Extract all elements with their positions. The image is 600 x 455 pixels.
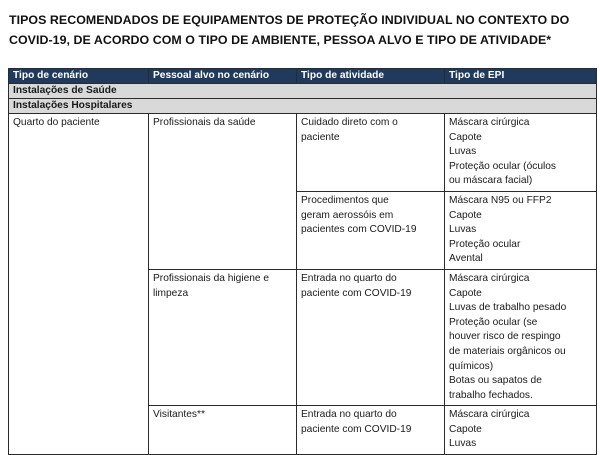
scenario-cell: [9, 114, 149, 455]
epi-line: Avental: [449, 253, 483, 265]
target-line: Profissionais da higiene e: [153, 272, 270, 284]
header-pessoal-alvo: Pessoal alvo no cenário: [149, 69, 297, 84]
epi-cell: [445, 114, 597, 192]
activity-cell: [297, 269, 445, 405]
epi-line: Capote: [449, 287, 482, 299]
activity-line: paciente com COVID-19: [301, 423, 412, 435]
section-label-instalacoes-saude: Instalações de Saúde: [9, 84, 597, 99]
table-header-row: [9, 69, 597, 84]
epi-line: Capote: [449, 423, 482, 435]
epi-cell: [445, 269, 597, 405]
activity-line: paciente: [301, 131, 340, 143]
activity-line: Entrada no quarto do: [301, 272, 397, 284]
epi-line: Capote: [449, 131, 482, 143]
epi-line: de materiais orgânicos ou: [449, 345, 566, 357]
activity-line: Entrada no quarto do: [301, 409, 397, 421]
activity-line: paciente com COVID-19: [301, 287, 412, 299]
epi-line: Proteção ocular (óculos: [449, 160, 557, 172]
table-row: [9, 114, 597, 192]
epi-cell: [445, 406, 597, 455]
epi-line: houver risco de respingo: [449, 331, 561, 343]
target-cell: [149, 269, 297, 405]
activity-line: geram aerossóis em: [301, 209, 394, 221]
title-line-2: COVID-19, DE ACORDO COM O TIPO DE AMBIENTE, PESSOA ALVO E TIPO DE ATIVIDADE*: [9, 33, 552, 47]
page-title: [9, 10, 595, 50]
activity-cell: [297, 406, 445, 455]
title-line-1: TIPOS RECOMENDADOS DE EQUIPAMENTOS DE PROTEÇÃO INDIVIDUAL NO CONTEXTO DO: [9, 13, 570, 27]
epi-line: Luvas de trabalho pesado: [449, 302, 567, 314]
target-line: limpeza: [153, 287, 189, 299]
section-label-instalacoes-hospitalares: Instalações Hospitalares: [9, 99, 597, 114]
epi-line: Botas ou sapatos de: [449, 375, 542, 387]
epi-line: Máscara N95 ou FFP2: [449, 194, 552, 206]
target-cell: [149, 114, 297, 270]
epi-table: [8, 68, 597, 455]
target-line: Profissionais da saúde: [153, 117, 256, 128]
activity-line: Cuidado direto com o: [301, 117, 398, 128]
epi-line: trabalho fechados.: [449, 389, 533, 401]
section-row-instalacoes-hospitalares: [9, 99, 597, 114]
header-tipo-epi: Tipo de EPI: [445, 69, 597, 84]
target-cell: [149, 406, 297, 455]
epi-line: ou máscara facial): [449, 175, 533, 187]
epi-line: Capote: [449, 209, 482, 221]
epi-line: Proteção ocular (se: [449, 316, 538, 328]
scenario-label: Quarto do paciente: [13, 117, 100, 128]
epi-line: Máscara cirúrgica: [449, 272, 530, 284]
epi-line: Luvas: [449, 224, 477, 236]
activity-cell: [297, 191, 445, 269]
target-line: Visitantes**: [153, 409, 205, 421]
activity-cell: [297, 114, 445, 192]
header-tipo-atividade: Tipo de atividade: [297, 69, 445, 84]
header-tipo-cenario: Tipo de cenário: [9, 69, 149, 84]
activity-line: pacientes com COVID-19: [301, 224, 417, 236]
epi-line: Luvas: [449, 146, 477, 158]
activity-line: Procedimentos que: [301, 194, 389, 206]
epi-line: Luvas: [449, 438, 477, 450]
epi-line: Proteção ocular: [449, 238, 521, 250]
epi-line: Máscara cirúrgica: [449, 117, 530, 128]
epi-cell: [445, 191, 597, 269]
epi-line: Máscara cirúrgica: [449, 409, 530, 421]
section-row-instalacoes-saude: [9, 84, 597, 99]
epi-line: químicos): [449, 360, 494, 372]
